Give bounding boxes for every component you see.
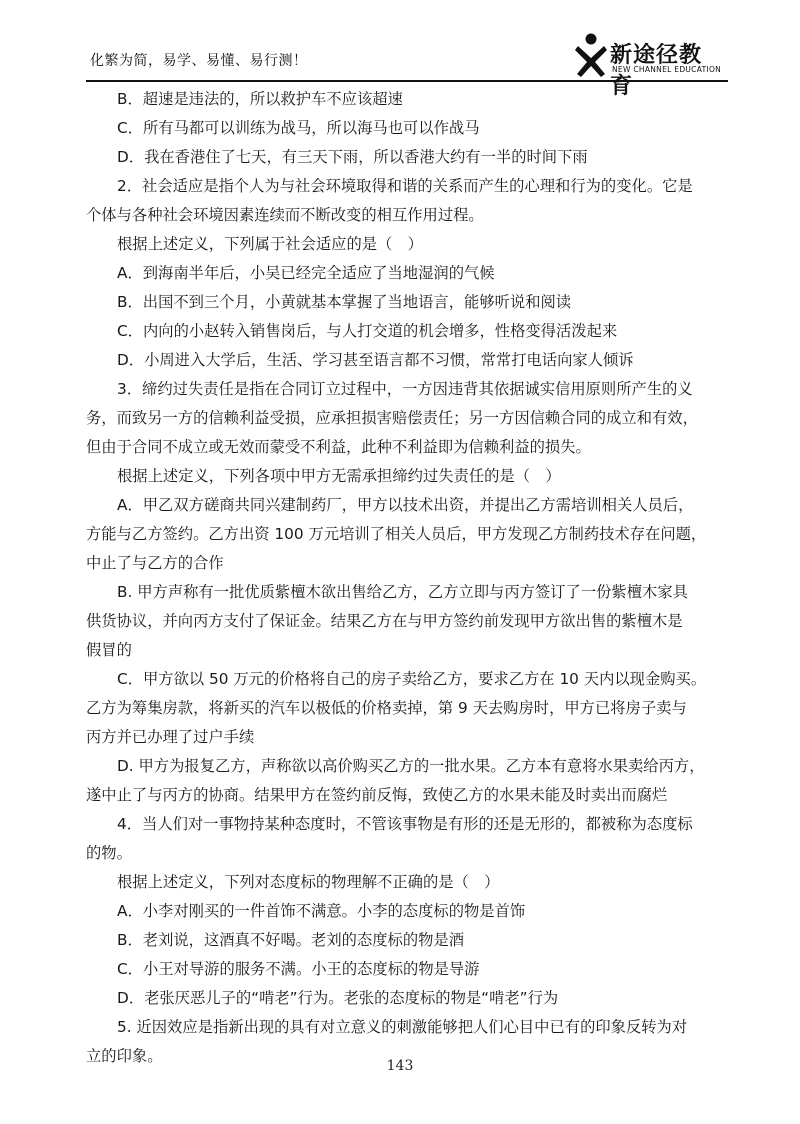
text-line: 立的印象。 [86, 1047, 163, 1065]
text-line: 根据上述定义，下列对态度标的物理解不正确的是（ ） [117, 873, 500, 891]
text-line: D．老张厌恶儿子的“啃老”行为。老张的态度标的物是“啃老”行为 [117, 989, 559, 1007]
text-line: C．所有马都可以训练为战马，所以海马也可以作战马 [117, 119, 480, 137]
text-line: D．小周进入大学后，生活、学习甚至语言都不习惯，常常打电话向家人倾诉 [117, 351, 634, 369]
text-line: B．老刘说，这酒真不好喝。老刘的态度标的物是酒 [117, 931, 465, 949]
logo-wordmark: 新途径教育 [610, 43, 703, 99]
text-line: 根据上述定义，下列属于社会适应的是（ ） [117, 235, 423, 253]
text-line: C．内向的小赵转入销售岗后，与人打交道的机会增多，性格变得活泼起来 [117, 322, 618, 340]
brand-logo [574, 32, 724, 99]
text-line: C．甲方欲以 50 万元的价格将自己的房子卖给乙方，要求乙方在 10 天内以现金购买。 [117, 670, 707, 688]
x-figure-logo-icon [574, 32, 608, 78]
logo-tagline: NEW CHANNEL EDUCATION [612, 65, 722, 74]
text-line: B．出国不到三个月，小黄就基本掌握了当地语言，能够听说和阅读 [117, 293, 572, 311]
text-line: 遂中止了与丙方的协商。结果甲方在签约前反悔，致使乙方的水果未能及时卖出而腐烂 [86, 786, 668, 804]
text-line: 供货协议，并向丙方支付了保证金。结果乙方在与甲方签约前发现甲方欲出售的紫檀木是 [86, 612, 683, 630]
document-body [86, 85, 720, 1071]
text-line: 3．缔约过失责任是指在合同订立过程中，一方因违背其依据诚实信用原则所产生的义 [117, 380, 693, 398]
text-line: 但由于合同不成立或无效而蒙受不利益，此种不利益即为信赖利益的损失。 [86, 438, 591, 456]
page-number: 143 [386, 1058, 414, 1074]
text-line: 4．当人们对一事物持某种态度时，不管该事物是有形的还是无形的，都被称为态度标 [117, 815, 693, 833]
text-line: C．小王对导游的服务不满。小王的态度标的物是导游 [117, 960, 480, 978]
text-line: A．到海南半年后，小吴已经完全适应了当地湿润的气候 [117, 264, 495, 282]
text-line: 5. 近因效应是指新出现的具有对立意义的刺激能够把人们心目中已有的印象反转为对 [117, 1018, 688, 1036]
text-line: 丙方并已办理了过户手续 [86, 728, 255, 746]
text-line: 2．社会适应是指个人为与社会环境取得和谐的关系而产生的心理和行为的变化。它是 [117, 177, 693, 195]
header-divider [86, 80, 728, 82]
text-line: 方能与乙方签约。乙方出资 100 万元培训了相关人员后，甲方发现乙方制药技术存在问题， [86, 525, 707, 543]
text-line: A．小李对刚买的一件首饰不满意。小李的态度标的物是首饰 [117, 902, 526, 920]
text-line: B. 甲方声称有一批优质紫檀木欲出售给乙方，乙方立即与丙方签订了一份紫檀木家具 [117, 583, 688, 601]
text-line: 假冒的 [86, 641, 132, 659]
text-line: 根据上述定义，下列各项中甲方无需承担缔约过失责任的是（ ） [117, 467, 561, 485]
text-line: 的物。 [86, 844, 132, 862]
text-line: 个体与各种社会环境因素连续而不断改变的相互作用过程。 [86, 206, 484, 224]
text-line: 务，而致另一方的信赖利益受损，应承担损害赔偿责任；另一方因信赖合同的成立和有效， [86, 409, 698, 427]
text-line: D. 甲方为报复乙方，声称欲以高价购买乙方的一批水果。乙方本有意将水果卖给丙方， [117, 757, 705, 775]
text-line: B．超速是违法的，所以救护车不应该超速 [117, 90, 403, 108]
text-line: 中止了与乙方的合作 [86, 554, 224, 572]
header-slogan: 化繁为简，易学、易懂、易行测！ [90, 53, 308, 69]
text-line: D．我在香港住了七天，有三天下雨，所以香港大约有一半的时间下雨 [117, 148, 588, 166]
text-line: 乙方为筹集房款，将新买的汽车以极低的价格卖掉，第 9 天去购房时，甲方已将房子卖与 [86, 699, 687, 717]
text-line: A．甲乙双方磋商共同兴建制药厂，甲方以技术出资，并提出乙方需培训相关人员后， [117, 496, 694, 514]
